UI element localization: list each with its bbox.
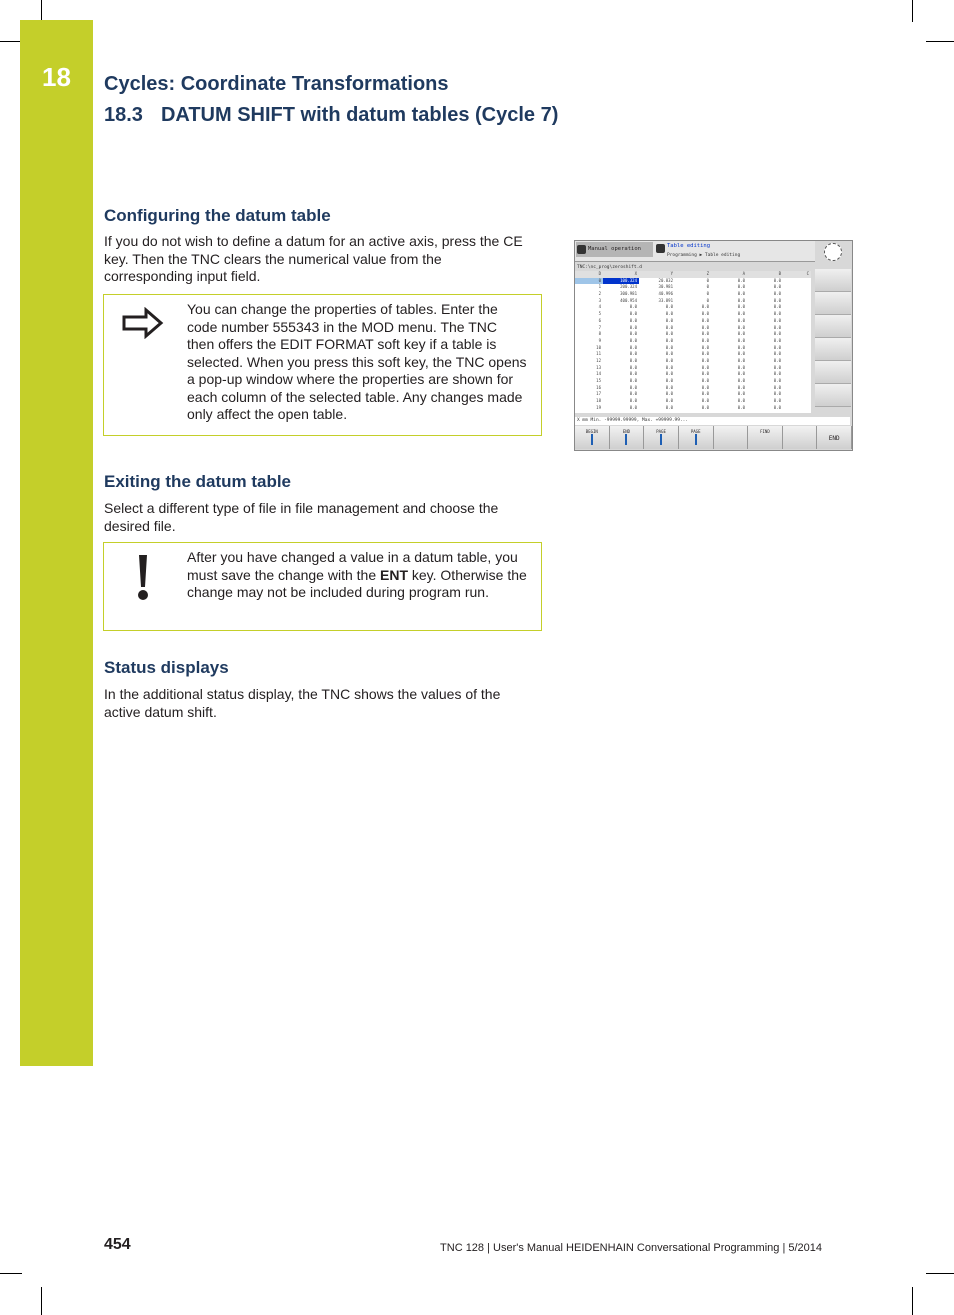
table-row[interactable] bbox=[575, 284, 811, 291]
softkey-row bbox=[575, 426, 852, 449]
table-cell[interactable]: 2 bbox=[598, 291, 601, 297]
side-softkey[interactable] bbox=[815, 361, 851, 384]
table-cell[interactable]: 0.0 bbox=[737, 337, 745, 343]
table-cell[interactable]: 0.0 bbox=[629, 311, 637, 317]
softkey-page-down[interactable]: PAGE bbox=[679, 426, 714, 449]
side-softkey[interactable] bbox=[815, 315, 851, 338]
table-cell[interactable]: 0.0 bbox=[773, 304, 781, 310]
side-softkey[interactable] bbox=[815, 338, 851, 361]
column-header: Z bbox=[706, 271, 709, 276]
footer: TNC 128 | User's Manual HEIDENHAIN Conversational Programming | 5/2014 bbox=[440, 1242, 822, 1254]
tip-text: You can change the properties of tables. Enter the code number 555343 in the MOD menu. The TNC then offers the EDIT FORMAT soft key if a table is selected. When you press this soft key, the TNC opens a pop-up window where the properties are shown for each column of the selected table. Any changes made only affect the open table. bbox=[187, 301, 527, 422]
table-cell[interactable]: 0.0 bbox=[665, 331, 673, 337]
table-cell[interactable]: 0.0 bbox=[701, 378, 709, 383]
table-row[interactable] bbox=[575, 318, 811, 325]
datum-table bbox=[575, 271, 811, 413]
table-cell[interactable]: 0.0 bbox=[629, 331, 637, 337]
mode-bar bbox=[575, 241, 815, 262]
table-cell[interactable]: 0.0 bbox=[773, 337, 781, 343]
table-cell[interactable]: 0.0 bbox=[665, 304, 673, 310]
table-cell[interactable]: 0.0 bbox=[737, 284, 745, 290]
program-mode-icon bbox=[656, 244, 665, 253]
section-title-text: DATUM SHIFT with datum tables (Cycle 7) bbox=[160, 104, 559, 126]
crop-mark bbox=[41, 1287, 42, 1315]
warning-text-pre: After you have changed a value in a datum table, you must save the change with the bbox=[187, 549, 518, 583]
table-cell[interactable]: 0.0 bbox=[665, 311, 673, 317]
table-cell[interactable]: 0.0 bbox=[665, 357, 673, 363]
column-header: C bbox=[806, 271, 809, 276]
table-cell[interactable]: 13 bbox=[596, 364, 601, 370]
table-cell[interactable]: 0.0 bbox=[665, 371, 673, 377]
table-cell[interactable]: 0.0 bbox=[629, 391, 637, 397]
table-cell[interactable]: 5 bbox=[598, 311, 601, 317]
table-cell[interactable]: 400.954 bbox=[620, 297, 637, 303]
table-cell[interactable]: 4 bbox=[598, 304, 601, 310]
table-cell[interactable]: 18 bbox=[596, 398, 601, 404]
table-cell[interactable]: 0.0 bbox=[665, 378, 673, 383]
crop-mark bbox=[926, 41, 954, 42]
table-cell[interactable]: 0.0 bbox=[629, 344, 637, 350]
table-row[interactable] bbox=[575, 325, 811, 332]
table-row[interactable] bbox=[575, 385, 811, 392]
table-cell[interactable]: 0.0 bbox=[629, 317, 637, 323]
table-row[interactable] bbox=[575, 345, 811, 352]
tnc-screenshot bbox=[574, 240, 853, 451]
table-cell[interactable]: 0.0 bbox=[665, 398, 673, 404]
table-cell[interactable]: 0.0 bbox=[629, 357, 637, 363]
table-cell[interactable]: 33.891 bbox=[658, 297, 673, 303]
table-cell[interactable]: 12 bbox=[596, 357, 601, 363]
table-cell[interactable]: 0.0 bbox=[629, 378, 637, 383]
softkey-page-up[interactable]: PAGE bbox=[644, 426, 679, 449]
table-cell[interactable]: 0.0 bbox=[701, 404, 709, 410]
mode-manual-operation bbox=[576, 242, 653, 257]
table-cell[interactable]: 0.0 bbox=[773, 324, 781, 330]
softkey-find[interactable]: FIND bbox=[748, 426, 783, 449]
table-cell[interactable]: 0.0 bbox=[737, 311, 745, 317]
table-cell[interactable]: 8 bbox=[598, 331, 601, 337]
table-cell[interactable]: 0.0 bbox=[737, 391, 745, 397]
table-row[interactable] bbox=[575, 331, 811, 338]
table-row[interactable] bbox=[575, 291, 811, 298]
table-cell[interactable]: 0.0 bbox=[665, 344, 673, 350]
table-cell[interactable]: 0.0 bbox=[737, 331, 745, 337]
page-number: 454 bbox=[104, 1236, 131, 1253]
table-cell[interactable]: 0.0 bbox=[773, 398, 781, 404]
table-cell[interactable]: 0.0 bbox=[701, 364, 709, 370]
table-cell[interactable]: 0.0 bbox=[665, 337, 673, 343]
table-cell[interactable]: 0.0 bbox=[773, 357, 781, 363]
exclamation-icon bbox=[136, 555, 150, 601]
mode-right-label: Table editing bbox=[667, 243, 711, 249]
side-softkey[interactable] bbox=[815, 292, 851, 315]
column-header: X bbox=[634, 271, 637, 276]
table-cell[interactable]: 0.0 bbox=[665, 384, 673, 390]
table-cell[interactable]: 0.0 bbox=[773, 277, 781, 283]
table-cell[interactable]: 17 bbox=[596, 391, 601, 397]
table-cell[interactable]: 3 bbox=[598, 297, 601, 303]
table-cell[interactable]: 0.0 bbox=[737, 344, 745, 350]
table-cell[interactable]: 0.0 bbox=[773, 391, 781, 397]
chapter-number: 18 bbox=[42, 62, 71, 92]
table-cell[interactable]: 30.981 bbox=[658, 284, 673, 290]
table-cell[interactable]: 0.0 bbox=[665, 391, 673, 397]
table-cell[interactable]: 0.0 bbox=[773, 284, 781, 290]
table-cell[interactable]: 0.0 bbox=[665, 364, 673, 370]
softkey-end-exit[interactable]: END bbox=[817, 426, 852, 449]
table-cell[interactable]: 0.0 bbox=[701, 304, 709, 310]
warning-text-post: key. Otherwise the change may not be included during program run. bbox=[187, 566, 527, 600]
crop-mark bbox=[926, 1273, 954, 1274]
table-cell[interactable]: 0 bbox=[706, 297, 709, 303]
table-cell[interactable]: 0 bbox=[706, 277, 709, 283]
mode-left-label: Manual operation bbox=[588, 246, 641, 252]
table-cell[interactable]: 0.0 bbox=[737, 291, 745, 297]
column-header: Y bbox=[670, 271, 673, 276]
table-cell[interactable]: 0.0 bbox=[737, 398, 745, 404]
table-row[interactable] bbox=[575, 371, 811, 378]
table-cell[interactable]: 0.0 bbox=[665, 404, 673, 410]
paragraph-status: In the additional status display, the TNC shows the values of the active datum shift. bbox=[104, 686, 501, 720]
table-row[interactable] bbox=[575, 338, 811, 345]
table-cell[interactable]: 0 bbox=[575, 278, 603, 285]
tip-note bbox=[103, 294, 542, 436]
table-cell[interactable]: 0.0 bbox=[665, 324, 673, 330]
table-cell[interactable]: 0.0 bbox=[701, 344, 709, 350]
table-cell[interactable]: 0.0 bbox=[629, 384, 637, 390]
heading-status: Status displays bbox=[104, 658, 229, 677]
paragraph-configuring: If you do not wish to define a datum for an active axis, press the CE key. Then the TNC clears the numerical value from the corresponding input field. bbox=[104, 233, 523, 284]
chapter-bar bbox=[20, 20, 93, 1066]
table-cell[interactable]: 0.0 bbox=[737, 378, 745, 383]
table-cell[interactable]: 19 bbox=[596, 404, 601, 410]
table-cell[interactable]: 0.0 bbox=[737, 304, 745, 310]
table-cell[interactable]: 0.0 bbox=[773, 344, 781, 350]
table-cell[interactable]: 0.0 bbox=[629, 324, 637, 330]
softkey-begin[interactable]: BEGIN bbox=[575, 426, 610, 449]
side-softkey[interactable] bbox=[815, 269, 851, 292]
table-cell[interactable]: 14 bbox=[596, 371, 601, 377]
table-cell[interactable]: 1 bbox=[598, 284, 601, 290]
table-cell[interactable]: 200.324 bbox=[620, 284, 637, 290]
table-cell[interactable]: 0.0 bbox=[701, 357, 709, 363]
table-cell[interactable]: 0.0 bbox=[773, 311, 781, 317]
table-cell[interactable]: 9 bbox=[598, 337, 601, 343]
table-cell[interactable]: 0.0 bbox=[773, 378, 781, 383]
section-number: 18.3 bbox=[104, 104, 143, 126]
table-cell[interactable]: 0.0 bbox=[773, 331, 781, 337]
crop-mark bbox=[0, 41, 22, 42]
softkey-empty[interactable] bbox=[783, 426, 818, 449]
table-cell[interactable]: 11 bbox=[596, 351, 601, 357]
table-cell[interactable]: 0.0 bbox=[701, 337, 709, 343]
warning-text bbox=[187, 549, 527, 602]
table-cell[interactable]: 0.0 bbox=[737, 277, 745, 283]
ent-key: ENT bbox=[380, 566, 408, 583]
mode-table-editing bbox=[655, 242, 815, 260]
column-header: D bbox=[598, 271, 601, 276]
arrow-down-icon bbox=[625, 434, 627, 445]
table-cell[interactable]: 0.0 bbox=[737, 317, 745, 323]
table-cell[interactable]: 0.0 bbox=[737, 371, 745, 377]
heading-configuring: Configuring the datum table bbox=[104, 206, 331, 225]
table-cell[interactable]: 0.0 bbox=[737, 324, 745, 330]
table-cell[interactable]: 0.0 bbox=[701, 331, 709, 337]
table-cell[interactable]: 100.324 bbox=[603, 278, 639, 285]
table-cell[interactable]: 0.0 bbox=[737, 384, 745, 390]
table-cell[interactable]: 0.0 bbox=[629, 371, 637, 377]
heading-exiting: Exiting the datum table bbox=[104, 472, 292, 491]
table-cell[interactable]: 15 bbox=[596, 378, 601, 383]
table-cell[interactable]: 0.0 bbox=[629, 304, 637, 310]
table-cell[interactable]: 6 bbox=[598, 317, 601, 323]
table-cell[interactable]: 16 bbox=[596, 384, 601, 390]
table-cell[interactable]: 0.0 bbox=[701, 371, 709, 377]
table-cell[interactable]: 0.0 bbox=[737, 297, 745, 303]
crop-mark bbox=[0, 1273, 22, 1274]
table-row[interactable] bbox=[575, 398, 811, 405]
file-path: TNC:\nc_prog\zeroshift.d bbox=[577, 265, 643, 270]
table-cell[interactable]: 0.0 bbox=[737, 404, 745, 410]
table-cell[interactable]: 0.0 bbox=[629, 351, 637, 357]
table-cell[interactable]: 0.0 bbox=[773, 351, 781, 357]
table-cell[interactable]: 0.0 bbox=[737, 351, 745, 357]
table-cell[interactable]: 0.0 bbox=[773, 404, 781, 410]
table-cell[interactable]: 0.0 bbox=[629, 337, 637, 343]
table-cell[interactable]: 0.0 bbox=[629, 364, 637, 370]
table-cell[interactable]: 0.0 bbox=[701, 324, 709, 330]
table-cell[interactable]: 0.0 bbox=[737, 364, 745, 370]
table-cell[interactable]: 0.0 bbox=[629, 398, 637, 404]
table-cell[interactable]: 40.996 bbox=[658, 291, 673, 297]
paragraph-exiting: Select a different type of file in file management and choose the desired file. bbox=[104, 500, 499, 534]
table-header-row bbox=[575, 271, 811, 278]
table-cell[interactable]: 0.0 bbox=[701, 391, 709, 397]
table-row[interactable] bbox=[575, 358, 811, 365]
column-header: A bbox=[742, 271, 745, 276]
arrow-up-icon bbox=[660, 434, 662, 445]
table-row[interactable] bbox=[575, 365, 811, 372]
crop-mark bbox=[912, 1287, 913, 1315]
column-header: B bbox=[778, 271, 781, 276]
crop-mark bbox=[912, 0, 913, 22]
table-row[interactable] bbox=[575, 278, 811, 285]
table-cell[interactable]: 0.0 bbox=[737, 357, 745, 363]
warning-note bbox=[103, 542, 542, 631]
table-row[interactable] bbox=[575, 298, 811, 305]
section-title bbox=[104, 104, 558, 127]
table-cell[interactable]: 0.0 bbox=[773, 371, 781, 377]
table-cell[interactable]: 0.0 bbox=[701, 398, 709, 404]
table-cell[interactable]: 0.0 bbox=[773, 384, 781, 390]
table-cell[interactable]: 0.0 bbox=[665, 351, 673, 357]
input-status: X mm Min. -99999.99999, Max. +99999.99... bbox=[575, 417, 850, 425]
arrow-up-icon bbox=[591, 434, 593, 445]
gear-icon bbox=[824, 243, 842, 261]
chapter-title: Cycles: Coordinate Transformations bbox=[104, 73, 449, 95]
table-cell[interactable]: 0.0 bbox=[629, 404, 637, 410]
table-cell[interactable]: 0.0 bbox=[701, 317, 709, 323]
table-cell[interactable]: 0 bbox=[706, 284, 709, 290]
table-cell[interactable]: 20.832 bbox=[658, 277, 673, 283]
arrow-down-icon bbox=[695, 434, 697, 445]
table-cell[interactable]: 0.0 bbox=[665, 317, 673, 323]
table-cell[interactable]: 0.0 bbox=[773, 364, 781, 370]
table-cell[interactable]: 0 bbox=[706, 291, 709, 297]
arrow-right-icon bbox=[122, 307, 164, 339]
table-row[interactable] bbox=[575, 378, 811, 385]
table-cell[interactable]: 10 bbox=[596, 344, 601, 350]
table-row[interactable] bbox=[575, 311, 811, 318]
table-cell[interactable]: 0.0 bbox=[773, 291, 781, 297]
softkey-empty[interactable] bbox=[714, 426, 749, 449]
softkey-end[interactable]: END bbox=[610, 426, 645, 449]
manual-mode-icon bbox=[577, 245, 586, 254]
table-cell[interactable]: 0.0 bbox=[701, 384, 709, 390]
side-softkey[interactable] bbox=[815, 384, 851, 407]
table-row[interactable] bbox=[575, 405, 811, 412]
table-cell[interactable]: 0.0 bbox=[773, 297, 781, 303]
table-cell[interactable]: 7 bbox=[598, 324, 601, 330]
table-cell[interactable]: 0.0 bbox=[701, 351, 709, 357]
table-cell[interactable]: 0.0 bbox=[773, 317, 781, 323]
crop-mark bbox=[41, 0, 42, 22]
table-row[interactable] bbox=[575, 351, 811, 358]
table-cell[interactable]: 300.981 bbox=[620, 291, 637, 297]
table-row[interactable] bbox=[575, 391, 811, 398]
breadcrumb: Programming ▶ Table editing bbox=[667, 253, 741, 258]
table-cell[interactable]: 0.0 bbox=[701, 311, 709, 317]
table-row[interactable] bbox=[575, 304, 811, 311]
